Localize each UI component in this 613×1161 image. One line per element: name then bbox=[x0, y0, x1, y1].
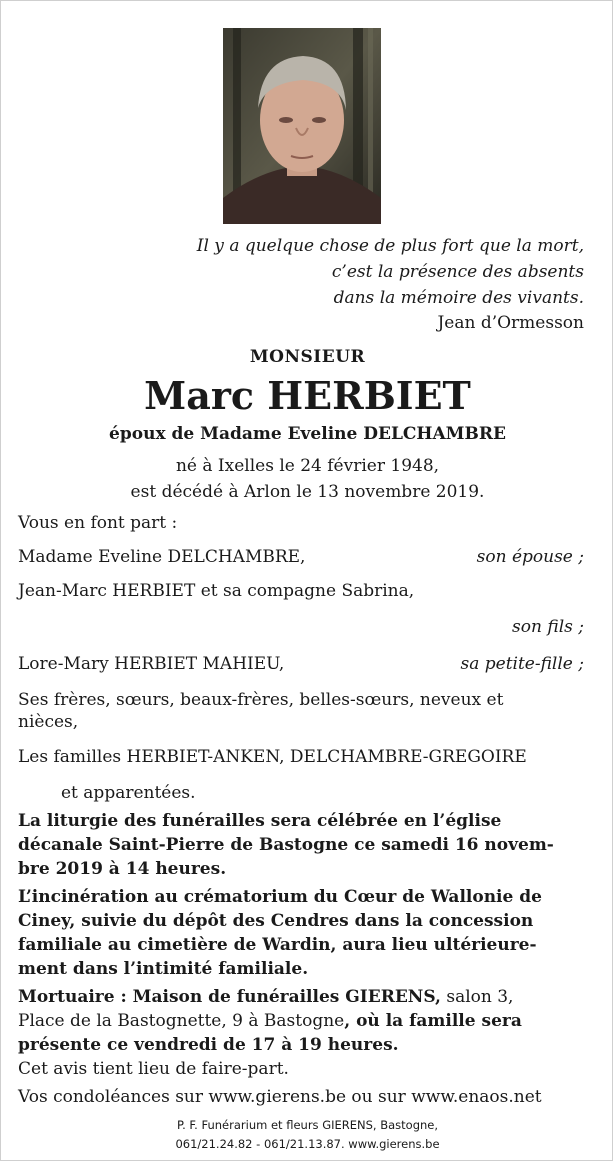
family-row-spouse bbox=[18, 547, 584, 567]
mortuary-line-2 bbox=[18, 1009, 584, 1033]
families-text: Les familles HERBIET-ANKEN, DELCHAMBRE-GREGOIRE bbox=[18, 747, 527, 767]
liturgy-line: bre 2019 à 14 heures. bbox=[18, 859, 227, 879]
quote-line: dans la mémoire des vivants. bbox=[333, 288, 584, 308]
intro-text: Vous en font part : bbox=[18, 513, 178, 533]
mortuary-line-1 bbox=[18, 985, 584, 1009]
related-text: et apparentées. bbox=[61, 783, 196, 803]
cremation-line: familiale au cimetière de Wardin, aura lieu ultérieure- bbox=[18, 935, 537, 955]
portrait-photo bbox=[223, 28, 381, 224]
mortuary-family: , où la famille sera bbox=[344, 1011, 522, 1031]
birth-death-info bbox=[1, 453, 613, 505]
footer-line: 061/21.24.82 - 061/21.13.87. www.gierens.be bbox=[175, 1137, 440, 1151]
quote-line: c’est la présence des absents bbox=[331, 262, 584, 282]
liturgy-paragraph bbox=[18, 809, 584, 881]
mortuary-salon: salon 3, bbox=[446, 987, 514, 1007]
cremation-line: ment dans l’intimité familiale. bbox=[18, 959, 309, 979]
siblings-line: Ses frères, sœurs, beaux-frères, belles-sœurs, neveux et bbox=[18, 690, 504, 710]
death-line: est décédé à Arlon le 13 novembre 2019. bbox=[130, 482, 485, 502]
cremation-paragraph bbox=[18, 885, 584, 981]
family-row-son: Jean-Marc HERBIET et sa compagne Sabrina, bbox=[18, 581, 415, 601]
siblings-text bbox=[18, 689, 584, 733]
liturgy-line: décanale Saint-Pierre de Bastogne ce samedi 16 novem- bbox=[18, 835, 554, 855]
quote-line: Il y a quelque chose de plus fort que la mort, bbox=[196, 236, 584, 256]
quote bbox=[197, 233, 584, 311]
deceased-name: Marc HERBIET bbox=[144, 373, 471, 418]
mortuary-line-3: présente ce vendredi de 17 à 19 heures. bbox=[18, 1035, 399, 1055]
siblings-line: nièces, bbox=[18, 712, 79, 732]
condolences-text: Vos condoléances sur www.gierens.be ou sur www.enaos.net bbox=[18, 1087, 542, 1107]
family-member-name: Lore-Mary HERBIET MAHIEU, bbox=[18, 654, 285, 674]
liturgy-line: La liturgie des funérailles sera célébrée en l’église bbox=[18, 811, 502, 831]
honorific: MONSIEUR bbox=[249, 347, 366, 367]
family-member-name: Madame Eveline DELCHAMBRE, bbox=[18, 547, 306, 567]
cremation-line: Ciney, suivie du dépôt des Cendres dans la concession bbox=[18, 911, 534, 931]
spouse-line: époux de Madame Eveline DELCHAMBRE bbox=[109, 424, 506, 444]
mortuary-paragraph bbox=[18, 985, 584, 1057]
birth-line: né à Ixelles le 24 février 1948, bbox=[175, 456, 440, 476]
family-relation: son fils ; bbox=[512, 617, 584, 637]
footer-line: P. F. Funérarium et fleurs GIERENS, Bastogne, bbox=[176, 1118, 439, 1132]
quote-author: Jean d’Ormesson bbox=[437, 313, 584, 333]
family-row-granddaughter bbox=[18, 654, 584, 674]
family-relation: sa petite-fille ; bbox=[460, 654, 584, 674]
footer-credit bbox=[1, 1116, 613, 1154]
mortuary-address: Place de la Bastognette, 9 à Bastogne bbox=[18, 1011, 345, 1031]
family-relation: son épouse ; bbox=[476, 547, 584, 567]
notice-text: Cet avis tient lieu de faire-part. bbox=[18, 1059, 289, 1079]
mortuary-title: Mortuaire : Maison de funérailles GIERENS, bbox=[18, 987, 441, 1007]
cremation-line: L’incinération au crématorium du Cœur de Wallonie de bbox=[18, 887, 542, 907]
